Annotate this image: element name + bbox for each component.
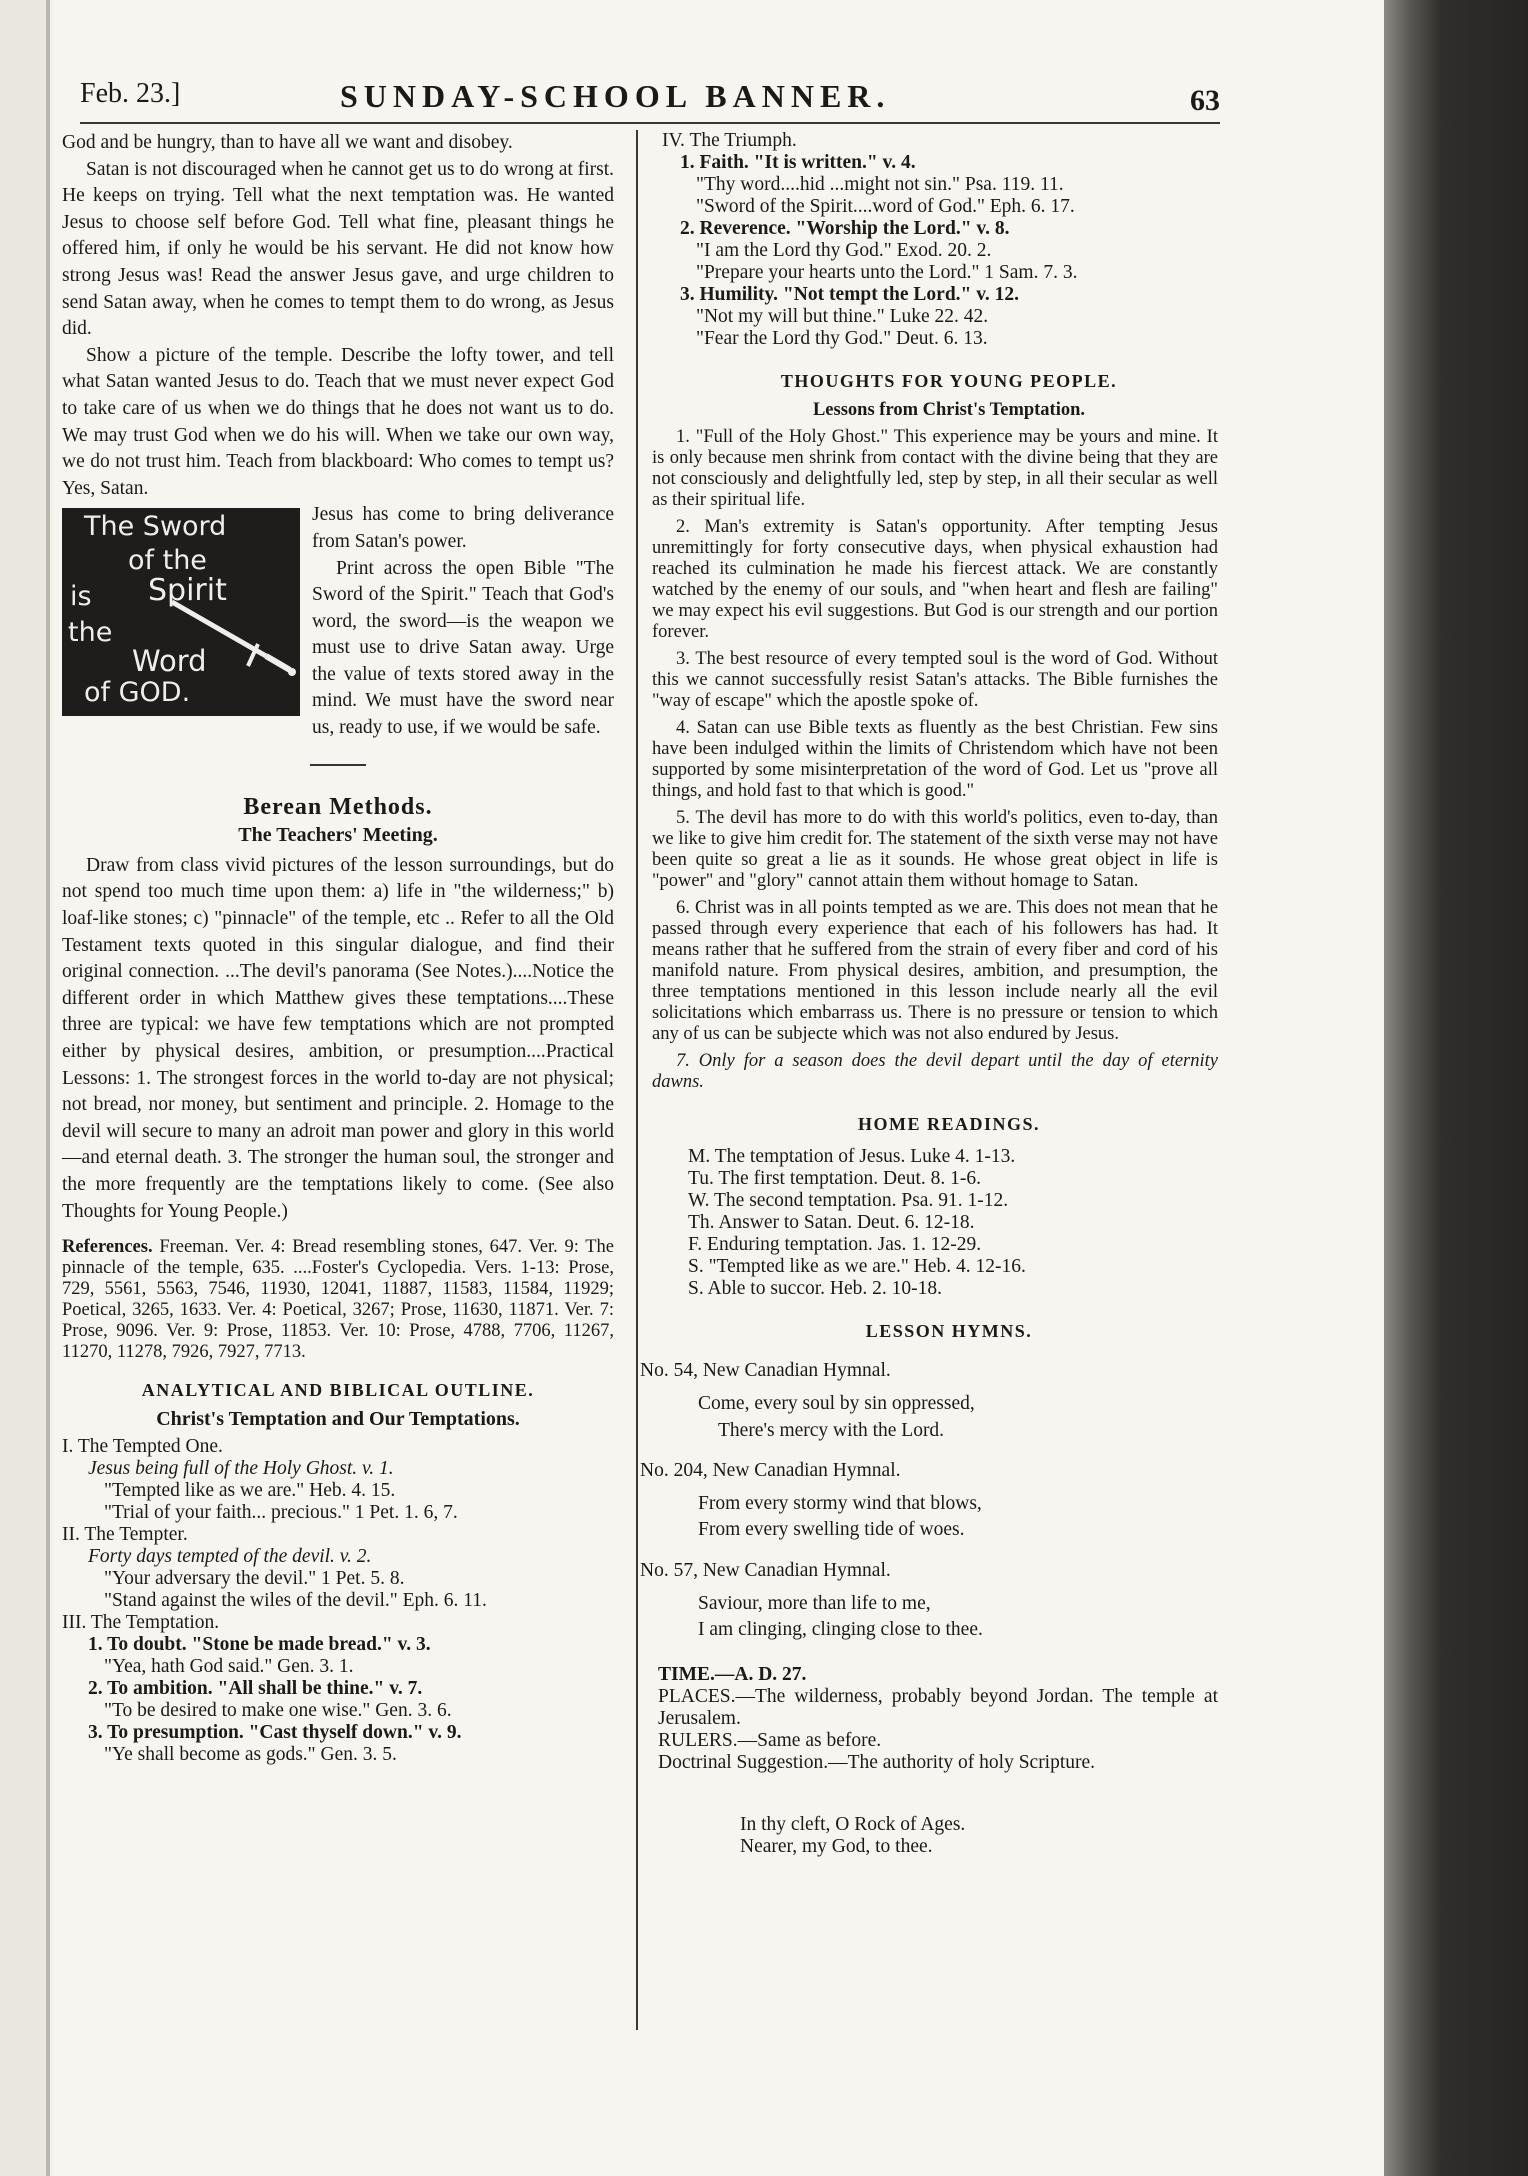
hymn-line: There's mercy with the Lord.	[718, 1419, 945, 1441]
outline-subtitle: Christ's Temptation and Our Temptations.	[156, 1407, 520, 1430]
closing-verse: In thy cleft, O Rock of Ages.	[740, 1813, 966, 1835]
hymn-line: Saviour, more than life to me,	[698, 1592, 931, 1614]
thought-item: 1. "Full of the Holy Ghost." This experience may be yours and mine. It is only because men shrink from contact with the divine being that they are not consciously and delightfully led, step by step, in all their secular as well as their spiritual life.	[652, 427, 1218, 511]
blackboard-text: is	[70, 581, 92, 613]
outline-item: "Prepare your hearts unto the Lord." 1 Sam. 7. 3.	[696, 262, 1078, 283]
outline-item: 2. Reverence. "Worship the Lord." v. 8.	[680, 218, 1010, 239]
thought-item: 2. Man's extremity is Satan's opportunity. After tempting Jesus unremittingly for forty consecutive days, when physical exhaustion had reached its culmination he made his fiercest attack. We are constantly watched by the enemy of our souls, and "when heart and flesh are failing" we may expect his evil suggestions. But God is our strength and our portion forever.	[652, 517, 1218, 643]
blackboard-text: of GOD.	[84, 677, 191, 709]
outline-item: 3. To presumption. "Cast thyself down." v. 9.	[88, 1722, 462, 1744]
blackboard-text: of the	[128, 545, 207, 577]
hymn-number: No. 204, New Canadian Hymnal.	[640, 1460, 901, 1482]
blackboard-illustration	[62, 508, 300, 716]
left-page-edge	[0, 0, 50, 2176]
thought-item: 7. Only for a season does the devil depart until the day of eternity dawns.	[652, 1051, 1218, 1093]
thought-item: 4. Satan can use Bible texts as fluently as the best Christian. Few sins have been indulged within the limits of Christendom which have not been supported by some misinterpretation of the word of God. Let us "prove all things, and hold fast to that which is good."	[652, 718, 1218, 802]
outline-heading: IV. The Triumph.	[662, 130, 797, 151]
section-subtitle: The Teachers' Meeting.	[238, 824, 438, 847]
outline-item: 2. To ambition. "All shall be thine." v. 7.	[88, 1678, 423, 1700]
outline-item: 3. Humility. "Not tempt the Lord." v. 12.	[680, 284, 1020, 305]
blackboard-text: Word	[132, 644, 207, 679]
hymn-line: From every stormy wind that blows,	[698, 1492, 982, 1514]
thought-item: 6. Christ was in all points tempted as we are. This does not mean that he passed through every experience that each of his followers has had. It means rather that he suffered from the strain of every fiber and cord of his manifold nature. From physical desires, ambition, and presumption, the three temptations mentioned in this lesson include nearly all the evil solicitations which embarrass us. There is no pressure or tension to which any of us can be subjecte which was not also endured by Jesus.	[652, 898, 1218, 1045]
section-divider	[310, 764, 366, 766]
hymn-number: No. 54, New Canadian Hymnal.	[640, 1360, 891, 1382]
outline-heading: I. The Tempted One.	[62, 1436, 223, 1458]
paragraph: Show a picture of the temple. Describe the lofty tower, and tell what Satan wanted Jesus to do. Teach that we must never expect God to take care of us when we do things that he does not want us to do. We may trust God when we do his will. When we take our own way, we do not trust him. Teach from blackboard: Who comes to tempt us? Yes, Satan.	[62, 344, 614, 499]
hymn-line: Come, every soul by sin oppressed,	[698, 1392, 975, 1414]
outline-item: "Sword of the Spirit....word of God." Eph. 6. 17.	[696, 196, 1075, 217]
paragraph: Satan is not discouraged when he cannot get us to do wrong at first. He keeps on trying. Tell what the next temptation was. He wanted Jesus to choose self before God. Tell what fine, pleasant things he offered him, if only he would be his servant. He did not know how strong Jesus was! Read the answer Jesus gave, and urge children to send Satan away, when he comes to tempt them to do wrong, as Jesus did.	[62, 158, 614, 340]
outline-item: "Thy word....hid ...might not sin." Psa. 119. 11.	[696, 174, 1064, 195]
paragraph: Draw from class vivid pictures of the lesson surroundings, but do not spend too much time upon them: a) life in "the wilderness;" b) loaf-like stones; c) "pinnacle" of the temple, etc .. Refer to all the Old Testament texts quoted in this singular dialogue, and find their original connection. ...The devil's panorama (See Notes.)....Notice the different order in which Matthew gives these temptations....These three are typical: we have few temptations which are not prompted either by physical desires, ambition, or presumption....Practical Lessons: 1. The strongest forces in the world to-day are not physical; not bread, nor money, but sentiment and principle. 2. Homage to the devil will secure to many an adroit man power and glory in this world—and eternal death. 3. The stronger the human soul, the stronger and the more frequently are the temptations likely to come. (See also Thoughts for Young People.)	[62, 854, 614, 1222]
section-subtitle: Lessons from Christ's Temptation.	[812, 399, 1086, 420]
closing-verse: Nearer, my God, to thee.	[740, 1835, 933, 1857]
reading-item: M. The temptation of Jesus. Luke 4. 1-13.	[688, 1145, 1016, 1167]
blackboard-text: The Sword	[84, 511, 227, 543]
section-title: THOUGHTS FOR YOUNG PEOPLE.	[780, 371, 1118, 391]
references-text: Freeman. Ver. 4: Bread resembling stones, 647. Ver. 9: The pinnacle of the temple, 635. ....Foster's Cyclopedia. Vers. 1-13: Prose, 729, 5561, 5563, 7546, 11930, 12041, 11887, 11583, 11584, 11929; Poetical, 3265, 1633. Ver. 4: Poetical, 3267; Prose, 11630, 11871. Ver. 7: Prose, 9096. Ver. 9: Prose, 11853. Ver. 10: Prose, 4788, 7706, 11267, 11270, 11278, 7926, 7927, 7713.	[62, 1237, 614, 1363]
places-line: PLACES.—The wilderness, probably beyond Jordan. The temple at Jerusalem.	[658, 1685, 1218, 1729]
outline-item: "Your adversary the devil." 1 Pet. 5. 8.	[104, 1568, 405, 1590]
references-label: References.	[62, 1237, 153, 1258]
outline-item: 1. Faith. "It is written." v. 4.	[680, 152, 916, 173]
running-header	[80, 78, 1220, 122]
paragraph: Jesus has come to bring deliverance from Satan's power.	[312, 504, 614, 552]
reading-item: Th. Answer to Satan. Deut. 6. 12-18.	[688, 1211, 975, 1233]
outline-item: Forty days tempted of the devil. v. 2.	[88, 1546, 372, 1568]
hymn-line: I am clinging, clinging close to thee.	[698, 1619, 983, 1641]
thought-item: 5. The devil has more to do with this world's politics, even to-day, than we like to give him credit for. The statement of the sixth verse may not have been quite so great a lie as it sounds. He whose great object in life is "power" and "glory" cannot attain them without homage to Satan.	[652, 808, 1218, 892]
hymn-line: From every swelling tide of woes.	[698, 1519, 965, 1541]
outline-heading: III. The Temptation.	[62, 1612, 220, 1634]
outline-item: Jesus being full of the Holy Ghost. v. 1.	[88, 1458, 394, 1480]
reading-item: Tu. The first temptation. Deut. 8. 1-6.	[688, 1167, 982, 1189]
section-title: Berean Methods.	[243, 793, 433, 820]
header-date: Feb. 23.]	[80, 78, 181, 109]
header-title: SUNDAY-SCHOOL BANNER.	[340, 78, 891, 114]
doctrinal-line: Doctrinal Suggestion.—The authority of holy Scripture.	[658, 1751, 1096, 1773]
sword-icon	[162, 594, 302, 684]
outline-item: "To be desired to make one wise." Gen. 3. 6.	[104, 1700, 452, 1722]
header-rule	[80, 122, 1220, 124]
reading-item: F. Enduring temptation. Jas. 1. 12-29.	[688, 1233, 982, 1255]
outline-item: "Ye shall become as gods." Gen. 3. 5.	[104, 1744, 397, 1766]
time-line: TIME.—A. D. 27.	[658, 1663, 807, 1685]
section-title: HOME READINGS.	[857, 1114, 1040, 1135]
right-column	[640, 130, 1218, 1858]
rulers-line: RULERS.—Same as before.	[658, 1729, 882, 1751]
thought-item: 3. The best resource of every tempted soul is the word of God. Without this we cannot successfully resist Satan's attacks. The Bible furnishes the "way of escape" which the apostle spoke of.	[652, 649, 1218, 712]
column-rule	[636, 130, 638, 2030]
outline-heading: II. The Tempter.	[62, 1524, 188, 1546]
reading-item: W. The second temptation. Psa. 91. 1-12.	[688, 1189, 1009, 1211]
outline-item: "Not my will but thine." Luke 22. 42.	[696, 306, 989, 327]
outline-item: "I am the Lord thy God." Exod. 20. 2.	[696, 240, 992, 261]
outline-item: 1. To doubt. "Stone be made bread." v. 3.	[88, 1634, 431, 1656]
section-title: LESSON HYMNS.	[865, 1320, 1033, 1341]
page-number: 63	[1190, 84, 1220, 117]
outline-item: "Fear the Lord thy God." Deut. 6. 13.	[696, 328, 988, 349]
reading-item: S. "Tempted like as we are." Heb. 4. 12-16.	[688, 1255, 1026, 1277]
hymn-number: No. 57, New Canadian Hymnal.	[640, 1559, 891, 1581]
book-spine	[1384, 0, 1528, 2176]
blackboard-text: Spirit	[148, 573, 227, 609]
outline-item: "Stand against the wiles of the devil." Eph. 6. 11.	[104, 1590, 487, 1612]
paragraph: God and be hungry, than to have all we want and disobey.	[62, 132, 513, 153]
outline-title: ANALYTICAL AND BIBLICAL OUTLINE.	[141, 1380, 535, 1401]
outline-item: "Tempted like as we are." Heb. 4. 15.	[104, 1480, 396, 1502]
paragraph: Print across the open Bible "The Sword of the Spirit." Teach that God's word, the sword—is the weapon we must use to drive Satan away. Urge the value of texts stored away in the mind. We must have the sword near us, ready to use, if we would be safe.	[312, 557, 614, 739]
left-column	[62, 130, 614, 1766]
blackboard-text: the	[68, 617, 113, 649]
reading-item: S. Able to succor. Heb. 2. 10-18.	[688, 1277, 943, 1299]
references	[62, 1237, 614, 1363]
outline-item: "Yea, hath God said." Gen. 3. 1.	[104, 1656, 354, 1678]
outline-item: "Trial of your faith... precious." 1 Pet. 1. 6, 7.	[104, 1502, 458, 1524]
